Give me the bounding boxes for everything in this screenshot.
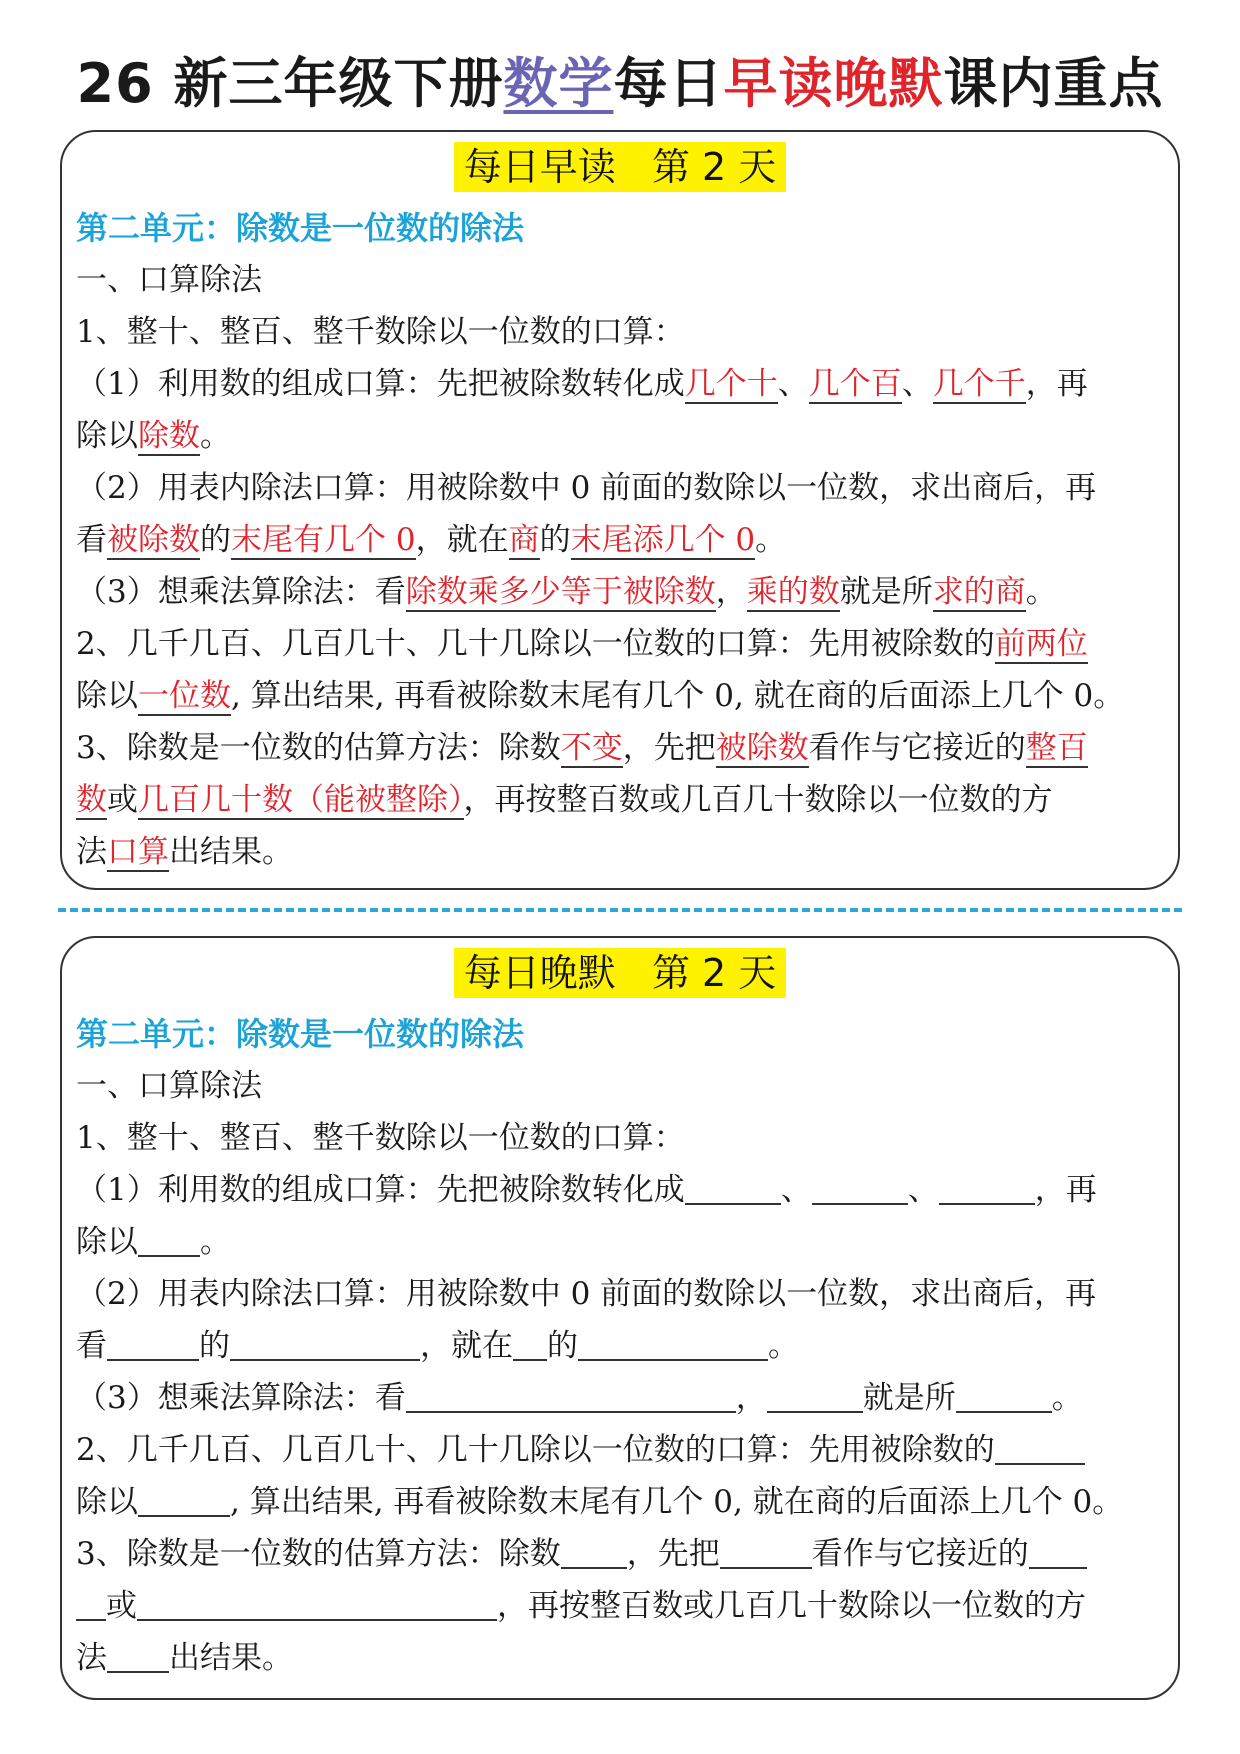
text: 除以 [76,678,138,714]
answer: 几个十 [684,366,778,402]
answer: 不变 [560,730,623,766]
blank[interactable] [939,1169,1035,1205]
line-5 [76,1372,1170,1424]
blank[interactable] [138,1481,230,1517]
blank[interactable] [685,1169,781,1205]
text: 2、几千几百、几百几十、几十几除以一位数的口算：先用被除数的 [76,626,995,662]
blank[interactable] [513,1325,547,1361]
answer: 整百 [1025,730,1088,766]
morning-content [76,202,1170,878]
text: , 算出结果, 再看被除数末尾有几个 0, 就在商的后面添上几个 0。 [231,678,1125,714]
text: 出结果。 [169,1640,293,1676]
answer: 几个百 [808,366,902,402]
text: （1）利用数的组成口算：先把被除数转化成 [76,1172,685,1208]
text: 看作与它接近的 [808,730,1026,766]
evening-badge: 每日晚默 第 2 天 [454,948,787,998]
text: 、 [780,1172,812,1208]
answer: 末尾添几个 0 [570,522,756,558]
blank[interactable] [812,1169,908,1205]
line-5 [76,566,1170,618]
blank[interactable] [578,1325,768,1361]
text: （3）想乘法算除法：看 [76,574,406,610]
text: 3、除数是一位数的估算方法：除数 [76,730,561,766]
line-9 [76,774,1170,826]
text: 。 [200,1224,231,1260]
answer: 口算 [107,834,169,870]
text: 。 [1025,574,1057,610]
answer: 除数乘多少等于被除数 [405,574,716,610]
line-2 [76,1216,1170,1268]
section-heading: 一、口算除法 [76,1068,262,1104]
blank[interactable] [561,1533,627,1569]
text: 法 [76,1640,107,1676]
line-1 [76,1164,1170,1216]
text: 看 [76,1328,107,1364]
text: 、 [907,1172,939,1208]
title-part3: 课内重点 [943,52,1164,115]
text: 的 [200,522,231,558]
blank[interactable] [767,1377,863,1413]
line-4 [76,514,1170,566]
text: 3、除数是一位数的估算方法：除数 [76,1536,561,1572]
morning-reading-card [60,130,1180,890]
text: 的 [539,522,571,558]
line-10 [76,826,1170,878]
evening-content [76,1008,1170,1684]
line-7 [76,670,1170,722]
text: 、 [901,366,933,402]
blank[interactable] [406,1377,736,1413]
unit-title: 第二单元：除数是一位数的除法 [76,209,525,247]
text: 。 [1051,1380,1083,1416]
text: ， [735,1380,767,1416]
line-3: （2）用表内除法口算：用被除数中 0 前面的数除以一位数，求出商后，再 [76,1276,1097,1312]
point-1: 1、整十、整百、整千数除以一位数的口算： [76,1120,685,1156]
text: 除以 [76,418,138,454]
text: 除以 [76,1484,138,1520]
line-8 [76,1528,1170,1580]
text: 。 [755,522,787,558]
text: ，就在 [420,1328,513,1364]
dashed-divider [58,908,1182,912]
text: , 算出结果, 再看被除数末尾有几个 0, 就在商的后面添上几个 0。 [230,1484,1124,1520]
line-8 [76,722,1170,774]
answer: 几百几十数（能被整除） [138,782,464,818]
unit-title: 第二单元：除数是一位数的除法 [76,1015,525,1053]
text: 的 [547,1328,578,1364]
answer: 末尾有几个 0 [231,522,416,558]
blank[interactable] [107,1325,199,1361]
text: 的 [199,1328,230,1364]
text: 。 [200,418,231,454]
text: ，再 [1034,1172,1097,1208]
text: ，就在 [415,522,509,558]
line-6 [76,618,1170,670]
text: 看作与它接近的 [811,1536,1029,1572]
answer: 求的商 [932,574,1026,610]
text: 2、几千几百、几百几十、几十几除以一位数的口算：先用被除数的 [76,1432,995,1468]
blank[interactable] [76,1585,106,1621]
blank[interactable] [138,1221,200,1257]
blank[interactable] [230,1325,420,1361]
page-title [0,44,1240,124]
text: ，再按整百数或几百几十数除以一位数的方 [463,782,1053,818]
line-6 [76,1424,1170,1476]
line-4 [76,1320,1170,1372]
text: 法 [76,834,107,870]
text: ，再 [1025,366,1088,402]
text: 或 [106,1588,137,1624]
title-part1: 26 新三年级下册 [76,52,504,115]
blank[interactable] [956,1377,1052,1413]
answer: 商 [508,522,540,558]
line-10 [76,1632,1170,1684]
morning-badge: 每日早读 第 2 天 [454,142,787,192]
answer: 被除数 [107,522,200,558]
answer: 被除数 [715,730,809,766]
answer: 几个千 [932,366,1026,402]
title-highlight: 早读晚默 [723,52,944,115]
text: ，先把 [626,1536,720,1572]
text: ， [715,574,747,610]
line-3: （2）用表内除法口算：用被除数中 0 前面的数除以一位数，求出商后，再 [76,470,1097,506]
answer: 除数 [138,418,200,454]
point-1: 1、整十、整百、整千数除以一位数的口算： [76,314,685,350]
answer: 数 [76,782,107,818]
answer: 一位数 [138,678,231,714]
text: ，先把 [622,730,716,766]
text: 出结果。 [169,834,293,870]
text: 或 [107,782,138,818]
line-2 [76,410,1170,462]
text: 看 [76,522,107,558]
text: 就是所 [862,1380,956,1416]
text: 、 [777,366,809,402]
evening-dictation-card [60,936,1180,1700]
text: 除以 [76,1224,138,1260]
section-heading: 一、口算除法 [76,262,262,298]
blank[interactable] [720,1533,812,1569]
line-1 [76,358,1170,410]
text: （1）利用数的组成口算：先把被除数转化成 [76,366,685,402]
answer: 乘的数 [746,574,840,610]
blank[interactable] [995,1429,1085,1465]
text: ，再按整百数或几百几十数除以一位数的方 [497,1588,1086,1624]
blank[interactable] [107,1637,169,1673]
line-9 [76,1580,1170,1632]
text: 就是所 [839,574,933,610]
blank[interactable] [1029,1533,1087,1569]
blank[interactable] [137,1585,497,1621]
line-7 [76,1476,1170,1528]
title-subject: 数学 [503,52,614,115]
title-part2: 每日 [613,52,724,115]
answer: 前两位 [994,626,1088,662]
text: 。 [768,1328,799,1364]
text: （3）想乘法算除法：看 [76,1380,406,1416]
